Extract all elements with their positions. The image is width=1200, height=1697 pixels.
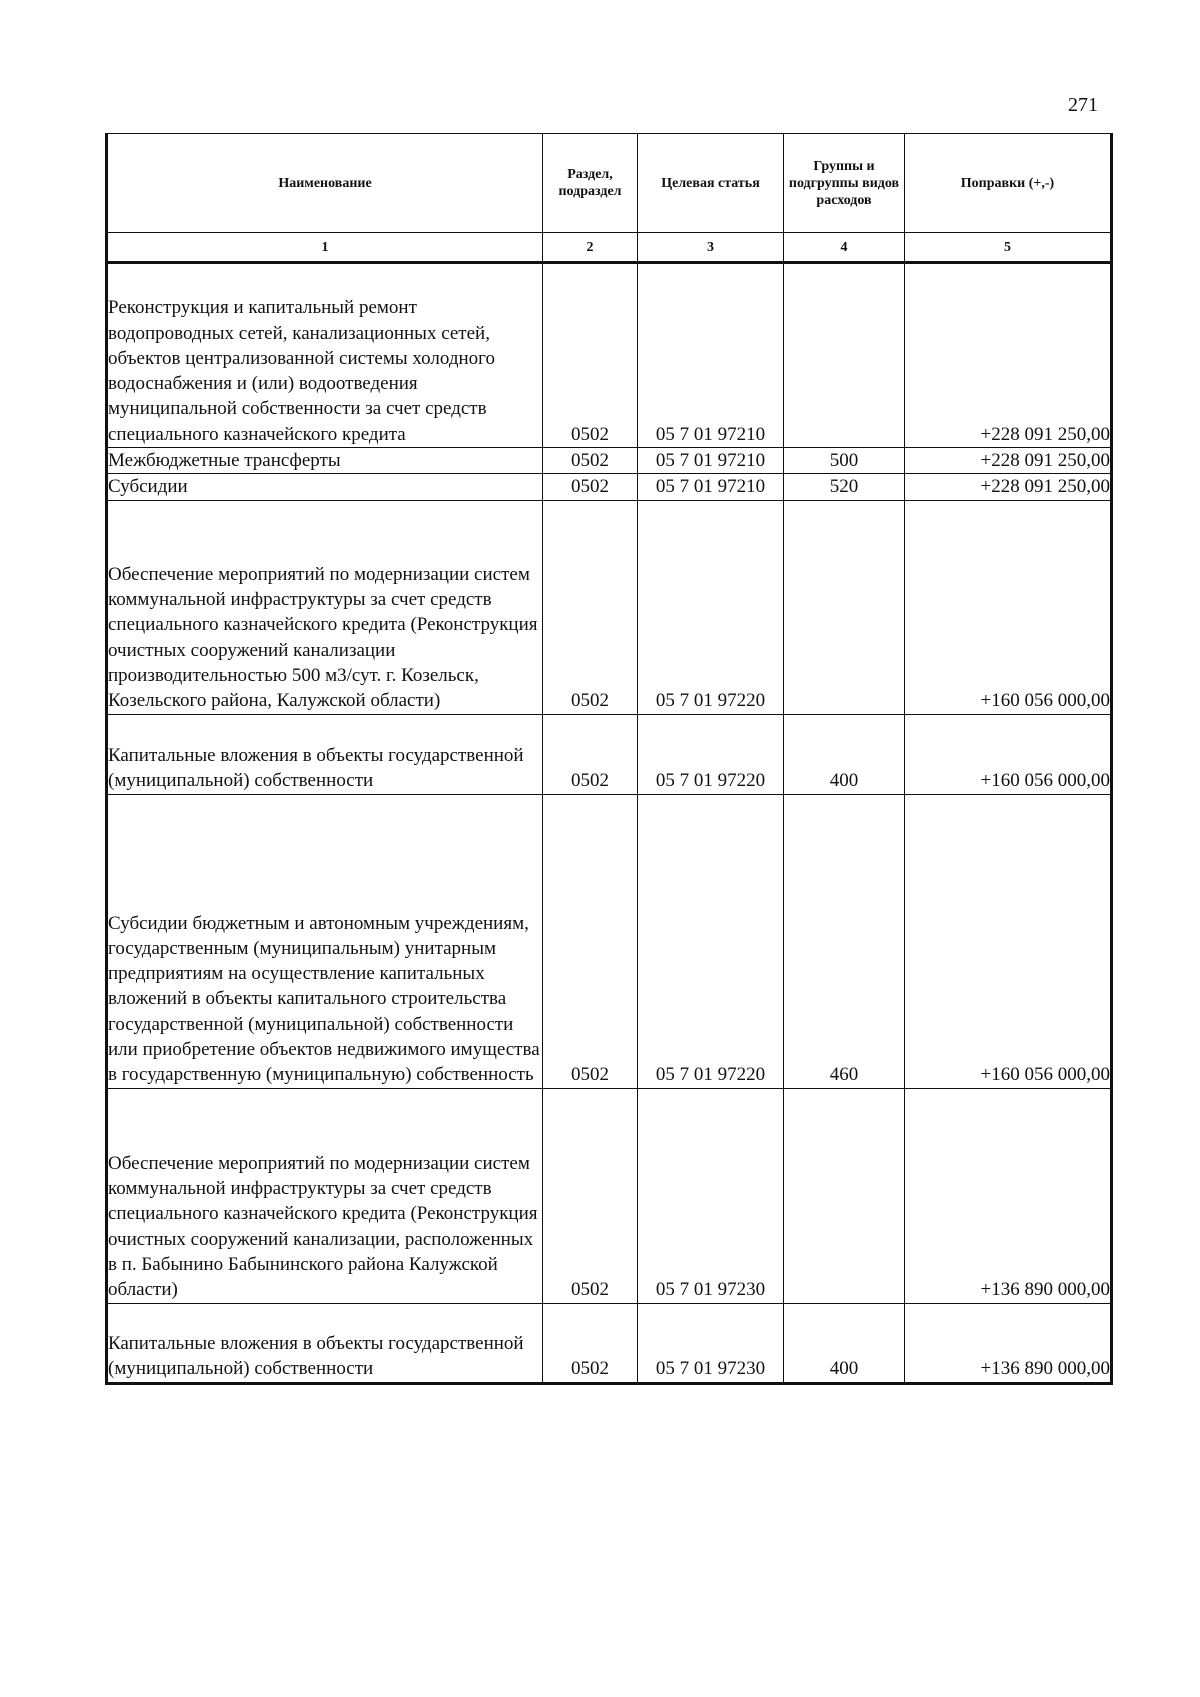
row-name: Реконструкция и капитальный ремонт водопроводных сетей, канализационных сетей, объектов централизованной системы холодного водоснабжения и (или) водоотведения муниципальной собственности за счет средств специального казначейского кредита — [107, 263, 543, 448]
row-section: 0502 — [543, 448, 638, 474]
row-target-article: 05 7 01 97210 — [638, 448, 784, 474]
row-name: Обеспечение мероприятий по модернизации систем коммунальной инфраструктуры за счет средств специального казначейского кредита (Реконструкция очистных сооружений канализации производительностью 500 м3/сут. г. Козельск, Козельского района, Калужской области) — [107, 500, 543, 714]
row-section: 0502 — [543, 714, 638, 794]
row-expense-group — [784, 263, 905, 448]
row-target-article: 05 7 01 97230 — [638, 1088, 784, 1303]
row-amount: +228 091 250,00 — [905, 474, 1112, 500]
row-name: Субсидии бюджетным и автономным учреждениям, государственным (муниципальным) унитарным предприятиям на осуществление капитальных вложений в объекты капитального строительства государственной (муниципальной) собственности или приобретение объектов недвижимого имущества в государственную (муниципальную) собственность — [107, 794, 543, 1088]
table-row — [107, 794, 1112, 1088]
row-name: Капитальные вложения в объекты государственной (муниципальной) собственности — [107, 714, 543, 794]
header-section: Раздел, подраздел — [543, 134, 638, 233]
row-target-article: 05 7 01 97230 — [638, 1303, 784, 1383]
row-amount: +136 890 000,00 — [905, 1088, 1112, 1303]
row-name: Капитальные вложения в объекты государственной (муниципальной) собственности — [107, 1303, 543, 1383]
row-amount: +228 091 250,00 — [905, 263, 1112, 448]
row-amount: +228 091 250,00 — [905, 448, 1112, 474]
table-row — [107, 500, 1112, 714]
column-number-5: 5 — [905, 233, 1112, 263]
page-number: 271 — [1068, 94, 1098, 116]
row-section: 0502 — [543, 263, 638, 448]
row-name: Субсидии — [107, 474, 543, 500]
column-number-1: 1 — [107, 233, 543, 263]
header-target-article: Целевая статья — [638, 134, 784, 233]
column-number-4: 4 — [784, 233, 905, 263]
row-target-article: 05 7 01 97220 — [638, 500, 784, 714]
row-expense-group: 400 — [784, 1303, 905, 1383]
row-section: 0502 — [543, 1303, 638, 1383]
row-amount: +160 056 000,00 — [905, 500, 1112, 714]
row-expense-group — [784, 500, 905, 714]
table-row — [107, 1303, 1112, 1383]
header-amendment: Поправки (+,-) — [905, 134, 1112, 233]
row-name: Обеспечение мероприятий по модернизации систем коммунальной инфраструктуры за счет средств специального казначейского кредита (Реконструкция очистных сооружений канализации, расположенных в п. Бабынино Бабынинского района Калужской области) — [107, 1088, 543, 1303]
row-target-article: 05 7 01 97210 — [638, 263, 784, 448]
row-section: 0502 — [543, 794, 638, 1088]
table-row — [107, 448, 1112, 474]
row-target-article: 05 7 01 97220 — [638, 714, 784, 794]
table-row — [107, 474, 1112, 500]
table-row — [107, 714, 1112, 794]
column-number-3: 3 — [638, 233, 784, 263]
row-expense-group: 400 — [784, 714, 905, 794]
row-section: 0502 — [543, 500, 638, 714]
header-name: Наименование — [107, 134, 543, 233]
budget-amendments-table — [105, 133, 1113, 1385]
column-number-2: 2 — [543, 233, 638, 263]
row-amount: +160 056 000,00 — [905, 714, 1112, 794]
row-amount: +136 890 000,00 — [905, 1303, 1112, 1383]
header-expense-group: Группы и подгруппы видов расходов — [784, 134, 905, 233]
table-row — [107, 1088, 1112, 1303]
table-row — [107, 263, 1112, 448]
row-section: 0502 — [543, 1088, 638, 1303]
row-expense-group: 520 — [784, 474, 905, 500]
row-expense-group — [784, 1088, 905, 1303]
row-target-article: 05 7 01 97220 — [638, 794, 784, 1088]
row-target-article: 05 7 01 97210 — [638, 474, 784, 500]
row-name: Межбюджетные трансферты — [107, 448, 543, 474]
row-amount: +160 056 000,00 — [905, 794, 1112, 1088]
row-expense-group: 460 — [784, 794, 905, 1088]
row-expense-group: 500 — [784, 448, 905, 474]
row-section: 0502 — [543, 474, 638, 500]
